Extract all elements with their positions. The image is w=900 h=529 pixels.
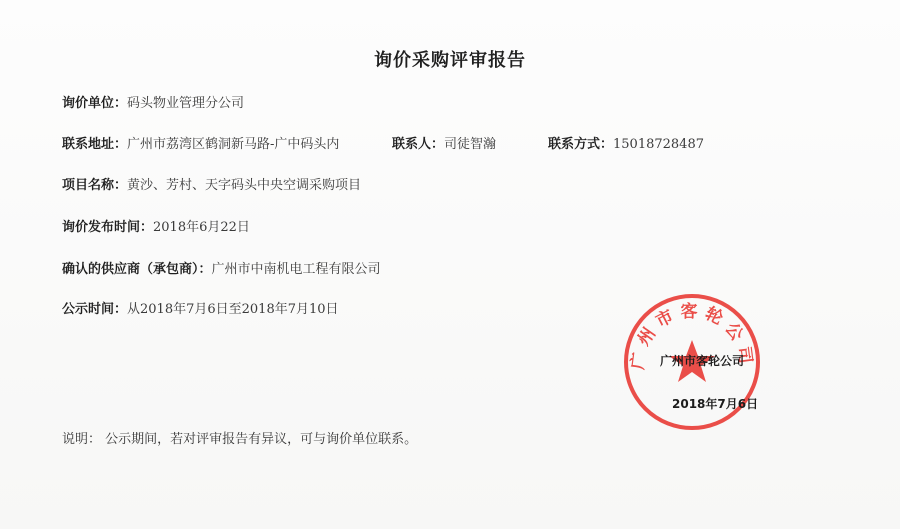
contact-method-label: 联系方式：	[548, 137, 614, 152]
supplier-row	[62, 258, 381, 277]
supplier-label: 确认的供应商（承包商）：	[62, 262, 212, 277]
contact-method-value: 15018728487	[613, 137, 704, 152]
supplier-value: 广州市中南机电工程有限公司	[211, 262, 381, 277]
contact-person-label: 联系人：	[392, 137, 445, 152]
inquiry-unit-row	[62, 92, 244, 111]
project-name-label: 项目名称：	[62, 178, 128, 193]
document-title: 询价采购评审报告	[374, 50, 526, 71]
contact-person-field	[392, 133, 496, 152]
address-field	[62, 133, 339, 152]
inquiry-unit-value: 码头物业管理分公司	[127, 96, 245, 111]
project-name-value: 黄沙、芳村、天字码头中央空调采购项目	[127, 178, 362, 193]
publish-time-value: 2018年6月22日	[153, 220, 250, 235]
seal-arc-text: 广州市客轮公司	[628, 301, 756, 371]
signature-date: 2018年7月6日	[672, 397, 759, 411]
signature-company: 广州市客轮公司	[660, 354, 745, 368]
publish-time-row	[62, 216, 250, 235]
inquiry-unit-label: 询价单位：	[62, 96, 128, 111]
project-name-row	[62, 174, 361, 193]
note-text: 说明： 公示期间，若对评审报告有异议，可与询价单位联系。	[62, 432, 418, 447]
notice-period-value: 从2018年7月6日至2018年7月10日	[127, 302, 339, 317]
publish-time-label: 询价发布时间：	[62, 220, 154, 235]
contact-method-field	[548, 133, 704, 152]
address-value: 广州市荔湾区鹤洞新马路-广中码头内	[127, 137, 340, 152]
notice-period-label: 公示时间：	[62, 302, 128, 317]
notice-period-row	[62, 298, 339, 317]
address-label: 联系地址：	[62, 137, 128, 152]
contact-person-value: 司徒智瀚	[444, 137, 497, 152]
